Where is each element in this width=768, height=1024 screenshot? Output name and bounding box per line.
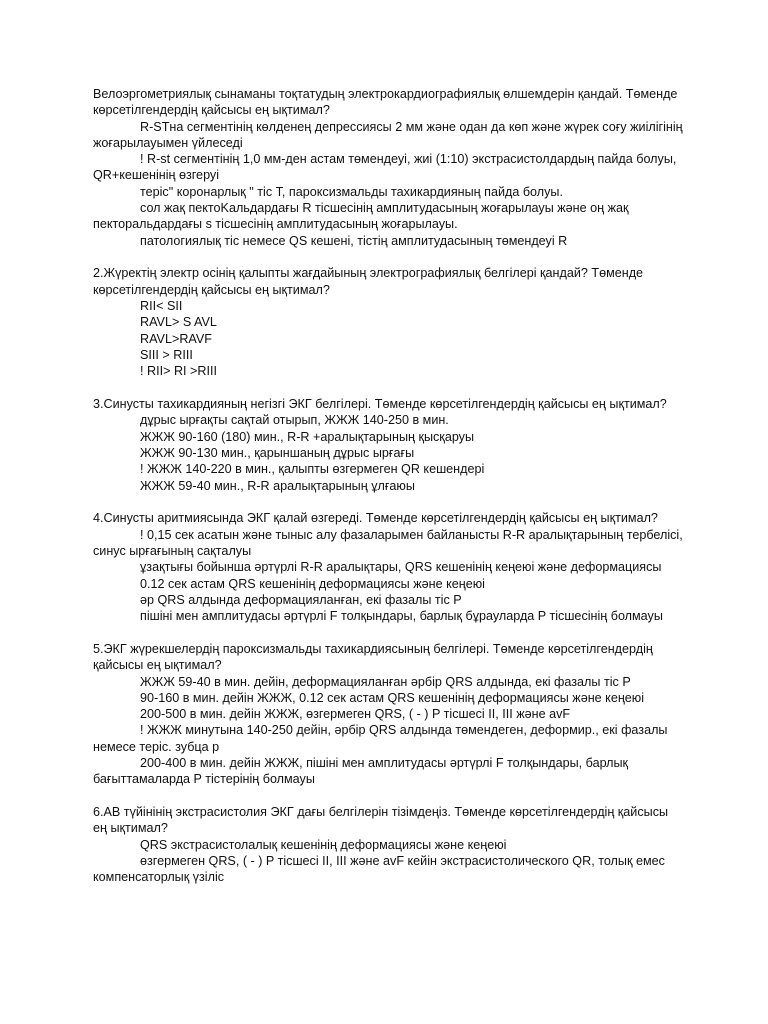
question-text: 5.ЭКГ жүрекшелердің пароксизмальды тахикардиясының белгілері. Төменде көрсетілгендердің қайсысы ең ықтимал? <box>93 641 657 673</box>
answer-option: RII< SII <box>140 299 183 314</box>
question-text: 3.Синусты тахикардияның негізгі ЭКГ белгілері. Төменде көрсетілгендердің қайсысы ең ықтимал? <box>93 397 667 412</box>
answer-option: ЖЖЖ 90-160 (180) мин., R-R +аралықтарының қысқаруы <box>140 429 475 444</box>
question-block <box>93 641 683 788</box>
question-text: 4.Синусты аритмиясында ЭКГ қалай өзгереді. Төменде көрсетілгендердің қайсысы ең ықтимал? <box>93 511 658 526</box>
question-list <box>93 86 687 886</box>
question-text: Велоэргометриялық сынаманы тоқтатудың электрокардиографиялық өлшемдерін қандай. Төменде көрсетілгендердің қайсысы ең ықтимал? <box>93 87 681 118</box>
question-block <box>93 86 687 249</box>
question-text: 2.Жүректің электр осінің қалыпты жағдайының электрографиялық белгілері қандай? Төменде көрсетілгендердің қайсысы ең ықтимал? <box>93 266 647 297</box>
answer-option: әр QRS алдында деформацияланған, екі фазалы тіс P <box>140 592 462 607</box>
answer-option: өзгермеген QRS, ( - ) P тісшесі II, III және avF кейін экстрасистолического QR, толық емес компенсаторлық үзіліс <box>93 853 669 885</box>
answer-option: ЖЖЖ 90-130 мин., қарыншаның дұрыс ырғағы <box>140 445 415 460</box>
answer-option: ! 0,15 сек асатын және тыныс алу фазаларымен байланысты R-R аралықтарының тербелісі, синус ырғағының сақталуы <box>93 527 687 558</box>
answer-option: ЖЖЖ 59-40 мин., R-R аралықтарының ұлғаюы <box>140 478 415 493</box>
answer-option: пішіні мен амплитудасы әртүрлі F толқындары, барлық бұрауларда P тісшесінің болмауы <box>140 609 663 624</box>
answer-option: R-STна сегментінің көлденең депрессиясы 2 мм және одан да көп және жүрек соғу жиілігінің жоғарылауымен үйлеседі <box>93 119 687 150</box>
answer-option: 200-400 в мин. дейін ЖЖЖ, пішіні мен амплитудасы әртүрлі F толқындары, барлық бағыттамаларда P тістерінің болмауы <box>93 755 632 787</box>
answer-option: RAVL> S AVL <box>140 315 217 330</box>
answer-option: ! ЖЖЖ 140-220 в мин., қалыпты өзгермеген QR кешендері <box>140 462 485 477</box>
answer-option: ұзақтығы бойынша әртүрлі R-R аралықтары, QRS кешенінің кеңеюі және деформациясы <box>140 560 662 575</box>
answer-option: ЖЖЖ 59-40 в мин. дейін, деформацияланған әрбір QRS алдында, екі фазалы тіс P <box>140 674 631 689</box>
question-text: 6.AВ түйінінің экстрасистолия ЭКГ дағы белгілерін тізімдеңіз. Төменде көрсетілгендердің қайсысы ең ықтимал? <box>93 805 672 836</box>
answer-option: SIII > RIII <box>140 347 193 362</box>
question-block <box>93 265 683 379</box>
answer-option: 200-500 в мин. дейін ЖЖЖ, өзгермеген QRS, ( - ) P тісшесі II, III және avF <box>140 707 571 722</box>
answer-option: патологиялық тіс немесе QS кешені, тістің амплитудасының төмендеуі R <box>140 233 568 248</box>
answer-option: сол жақ пектоKальдардағы R тісшесінің амплитудасының жоғарылауы және оң жақ пекторальдардағы s тісшесінің амплитудасының жоғарылауы. <box>93 201 633 232</box>
answer-option: RAVL>RAVF <box>140 331 212 346</box>
answer-option: 90-160 в мин. дейін ЖЖЖ, 0.12 сек астам QRS кешенінің деформациясы және кеңеюі <box>140 690 645 705</box>
answer-option: ! ЖЖЖ минутына 140-250 дейін, әрбір QRS алдында төмендеген, деформир., екі фазалы немесе теріс. зубца р <box>93 723 671 754</box>
answer-option: QRS экстрасистолалық кешенінің деформациясы және кеңеюі <box>140 837 507 852</box>
question-block <box>93 510 687 624</box>
question-block <box>93 804 683 885</box>
question-block <box>93 396 683 494</box>
answer-option: ! R-st сегментінің 1,0 мм-ден астам төмендеуі, жиі (1:10) экстрасистолдардың пайда болуы, QR+кешенінің өзгеруі <box>93 152 680 183</box>
answer-option: дұрыс ырғақты сақтай отырып, ЖЖЖ 140-250 в мин. <box>140 413 449 428</box>
answer-option: ! RII> RI >RIII <box>140 364 217 379</box>
answer-option: 0.12 сек астам QRS кешенінің деформациясы және кеңеюі <box>140 576 485 591</box>
answer-option: теріс" коронарлық " тіс Т, пароксизмальды тахикардияның пайда болуы. <box>140 184 563 199</box>
